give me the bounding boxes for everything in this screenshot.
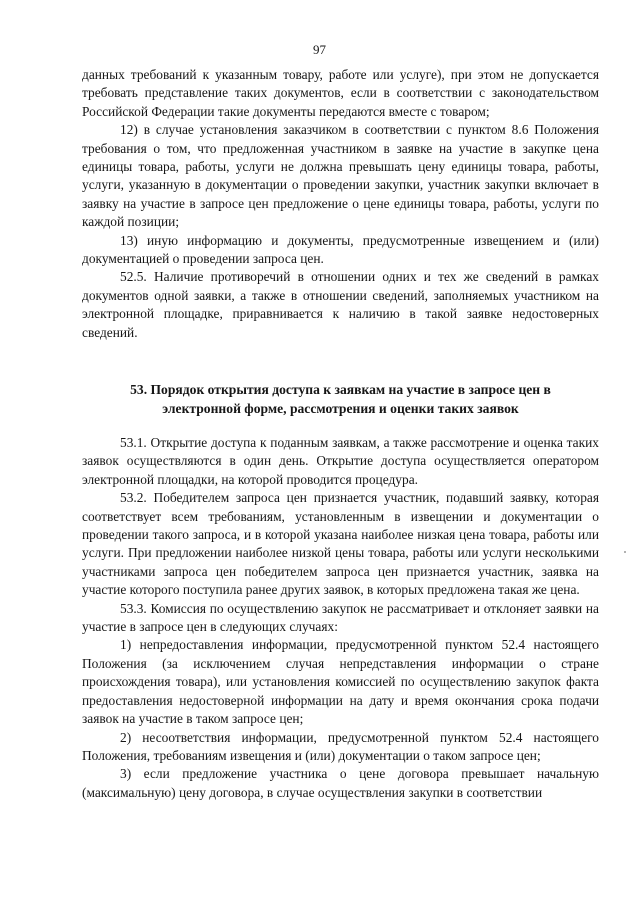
rejection-reason-2: 2) несоответствия информации, предусмотренной пунктом 52.4 настоящего Положения, требованиям извещения и (или) документации о таком запросе цен; xyxy=(82,729,599,763)
clause-53-1: 53.1. Открытие доступа к поданным заявкам, а также рассмотрение и оценка таких заявок осуществляются в один день. Открытие доступа осуществляется оператором электронной площадки, на которой проводится процедура. xyxy=(82,435,599,487)
page-number: 97 xyxy=(313,42,326,57)
section-53-heading-line-2: электронной форме, рассмотрения и оценки таких заявок xyxy=(162,400,519,416)
list-item-12: 12) в случае установления заказчиком в соответствии с пунктом 8.6 Положения требования о том, что предложенная участником в заявке на участие в закупке цена единицы товара, работы, услуги не должна превышать цену единицы товара, работы, услуги, указанную в документации о проведении закупки, участник закупки включает в заявку на участие в запросе цен предложение о цене единицы товара, работы, услуги по каждой позиции; xyxy=(82,122,599,230)
clause-53-2: 53.2. Победителем запроса цен признается участник, подавший заявку, которая соответствует всем требованиям, установленным в извещении и документации о проведении такого запроса, и в которой указана наиболее низкая цена товара, работы или услуги. При предложении наиболее низкой цены товара, работы или услуги несколькими участниками запроса цен победителем запроса цен признается участник, заявка на участие которого поступила ранее других заявок, в которых предложена такая же цена. xyxy=(82,490,599,598)
clause-52-5: 52.5. Наличие противоречий в отношении одних и тех же сведений в рамках документов одной заявки, а также в отношении сведений, заполняемых участником на электронной площадке, приравнивается к наличию в такой заявке недостоверных сведений. xyxy=(82,269,599,340)
list-item-13: 13) иную информацию и документы, предусмотренные извещением и (или) документацией о проведении запроса цен. xyxy=(82,232,599,267)
scan-speck xyxy=(624,551,626,553)
paragraph-requirements-continuation: данных требований к указанным товару, работе или услуге), при этом не допускается требовать представление таких документов, если в соответствии с законодательством Российской Федерации такие документы передаются вместе с товаром; xyxy=(82,67,599,119)
clause-53-3: 53.3. Комиссия по осуществлению закупок не рассматривает и отклоняет заявки на участие в запросе цен в следующих случаях: xyxy=(82,600,599,635)
section-53-body xyxy=(82,434,599,802)
rejection-reason-3: 3) если предложение участника о цене договора превышает начальную (максимальную) цену договора, в случае осуществления закупки в соответствии xyxy=(82,766,599,800)
section-53-heading-line-1: 53. Порядок открытия доступа к заявкам на участие в запросе цен в xyxy=(130,382,551,397)
rejection-reason-1: 1) непредоставления информации, предусмотренной пунктом 52.4 настоящего Положения (за исключением случая непредставления информации о стране происхождения товара), или установления комиссией по осуществлению закупок факта предоставления недостоверной информации на дату и время окончания срока подачи заявок на участие в таком запросе цен; xyxy=(82,637,599,727)
section-53-heading xyxy=(82,381,599,418)
section-52-continuation xyxy=(82,66,599,342)
